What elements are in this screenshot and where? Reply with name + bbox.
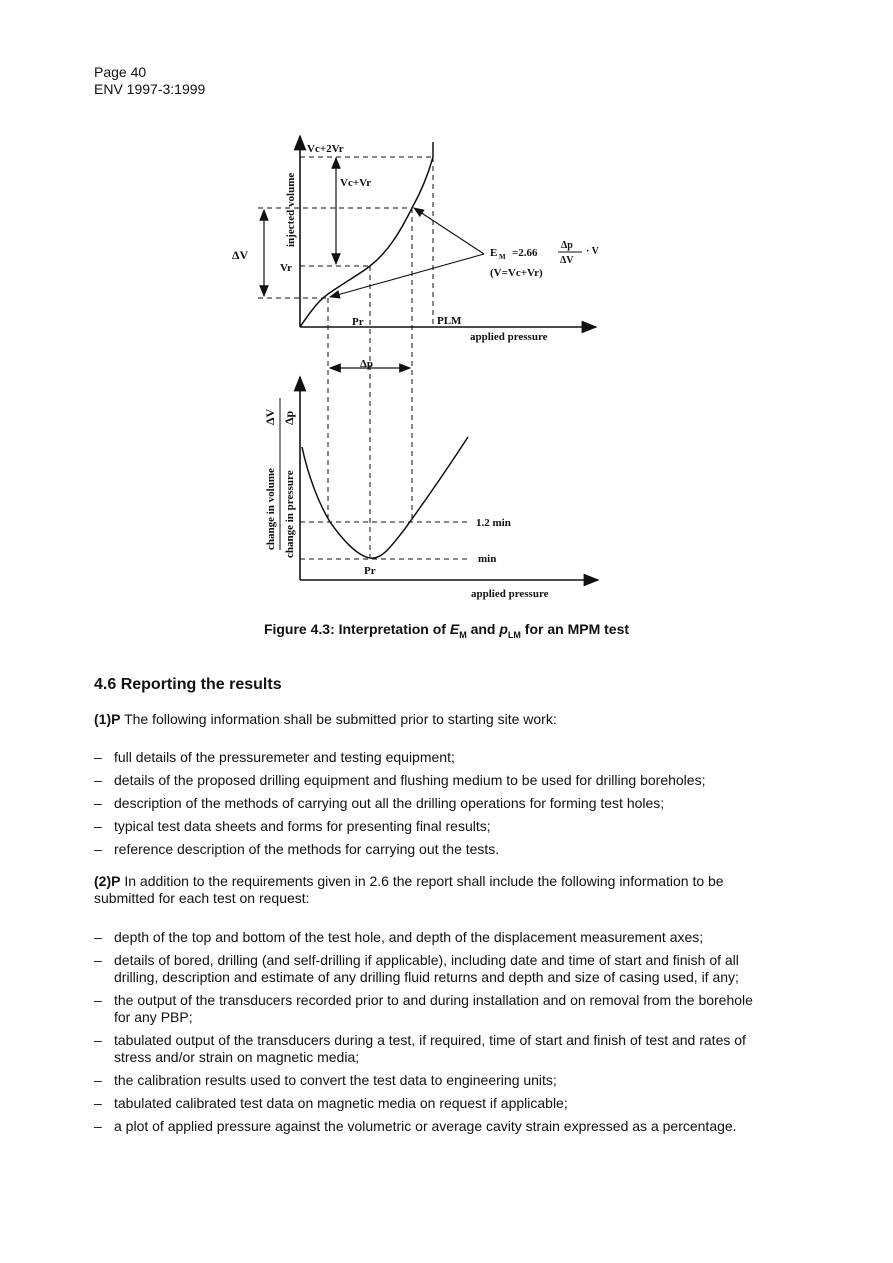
list-item: – details of bored, drilling (and self-drilling if applicable), including date and time of start and finish of all drilling, description and estimate of any drilling fluid returns and depth and size of casing used, if any; bbox=[94, 952, 754, 986]
em-tail: · V bbox=[586, 246, 599, 257]
em-v-def: (V=Vc+Vr) bbox=[490, 267, 543, 279]
label-vc2vr: Vc+2Vr bbox=[307, 143, 344, 155]
em-symbol-sub: M bbox=[499, 253, 506, 261]
em-frac-den: ΔV bbox=[560, 255, 574, 266]
bottom-chart bbox=[263, 377, 598, 600]
list-item: – a plot of applied pressure against the volumetric or average cavity strain expressed as a percentage. bbox=[94, 1118, 754, 1135]
label-12min: 1.2 min bbox=[476, 517, 511, 529]
list-2 bbox=[94, 929, 754, 1141]
page-number: Page 40 bbox=[94, 64, 147, 80]
em-formula bbox=[490, 240, 600, 279]
bottom-y-label-1: change in volume bbox=[265, 468, 277, 550]
em-pointer-lower bbox=[330, 254, 484, 297]
label-delta-v: ΔV bbox=[232, 248, 249, 262]
section-heading: 4.6 Reporting the results bbox=[94, 676, 282, 693]
list-item: – tabulated calibrated test data on magnetic media on request if applicable; bbox=[94, 1095, 754, 1112]
list-item: – details of the proposed drilling equipment and flushing medium to be used for drilling boreholes; bbox=[94, 772, 754, 789]
list-item: – description of the methods of carrying out all the drilling operations for forming test holes; bbox=[94, 795, 754, 812]
figure-caption: Figure 4.3: Interpretation of $E_M$ and $p_{LM}$ for an MPM test bbox=[263, 621, 630, 640]
paragraph-1: (1)P The following information shall be submitted prior to starting site work: bbox=[94, 711, 557, 727]
list-item: – typical test data sheets and forms for presenting final results; bbox=[94, 818, 754, 835]
paragraph-2: (2)P In addition to the requirements given in 2.6 the report shall include the following information to be submitted for each test on request: bbox=[94, 873, 724, 906]
list-item: – the calibration results used to convert the test data to engineering units; bbox=[94, 1072, 754, 1089]
top-y-axis-label: injected volume bbox=[285, 172, 297, 247]
label-pr-bottom: Pr bbox=[364, 565, 376, 577]
em-frac-num: Δp bbox=[561, 240, 573, 251]
list-item: – depth of the top and bottom of the test hole, and depth of the displacement measurement axes; bbox=[94, 929, 754, 946]
em-equals: =2.66 bbox=[512, 247, 538, 259]
bottom-y-var-2: Δp bbox=[282, 410, 296, 425]
bottom-y-label-2: change in pressure bbox=[284, 470, 296, 558]
list-item: – full details of the pressuremeter and testing equipment; bbox=[94, 749, 754, 766]
list-item: – tabulated output of the transducers during a test, if required, time of start and finish of test and rates of stress and/or strain on magnetic media; bbox=[94, 1032, 754, 1066]
standard-id: ENV 1997-3:1999 bbox=[94, 81, 206, 97]
bottom-y-var-1: ΔV bbox=[263, 408, 277, 425]
label-vr: Vr bbox=[280, 262, 293, 274]
label-min: min bbox=[478, 553, 497, 565]
top-x-axis-label: applied pressure bbox=[470, 331, 548, 343]
list-1 bbox=[94, 749, 754, 864]
bottom-x-axis-label: applied pressure bbox=[471, 588, 549, 600]
bottom-curve bbox=[302, 437, 468, 558]
em-symbol: E bbox=[490, 247, 498, 259]
figure-4-3 bbox=[0, 0, 893, 615]
label-pr-top: Pr bbox=[352, 316, 364, 328]
label-vcvr: Vc+Vr bbox=[340, 177, 372, 189]
label-plm: PLM bbox=[437, 315, 462, 327]
list-item: – the output of the transducers recorded prior to and during installation and on removal from the borehole for any PBP; bbox=[94, 992, 754, 1026]
list-item: – reference description of the methods for carrying out the tests. bbox=[94, 841, 754, 858]
label-delta-p: Δp bbox=[360, 358, 374, 370]
em-pointer-upper bbox=[414, 208, 484, 254]
